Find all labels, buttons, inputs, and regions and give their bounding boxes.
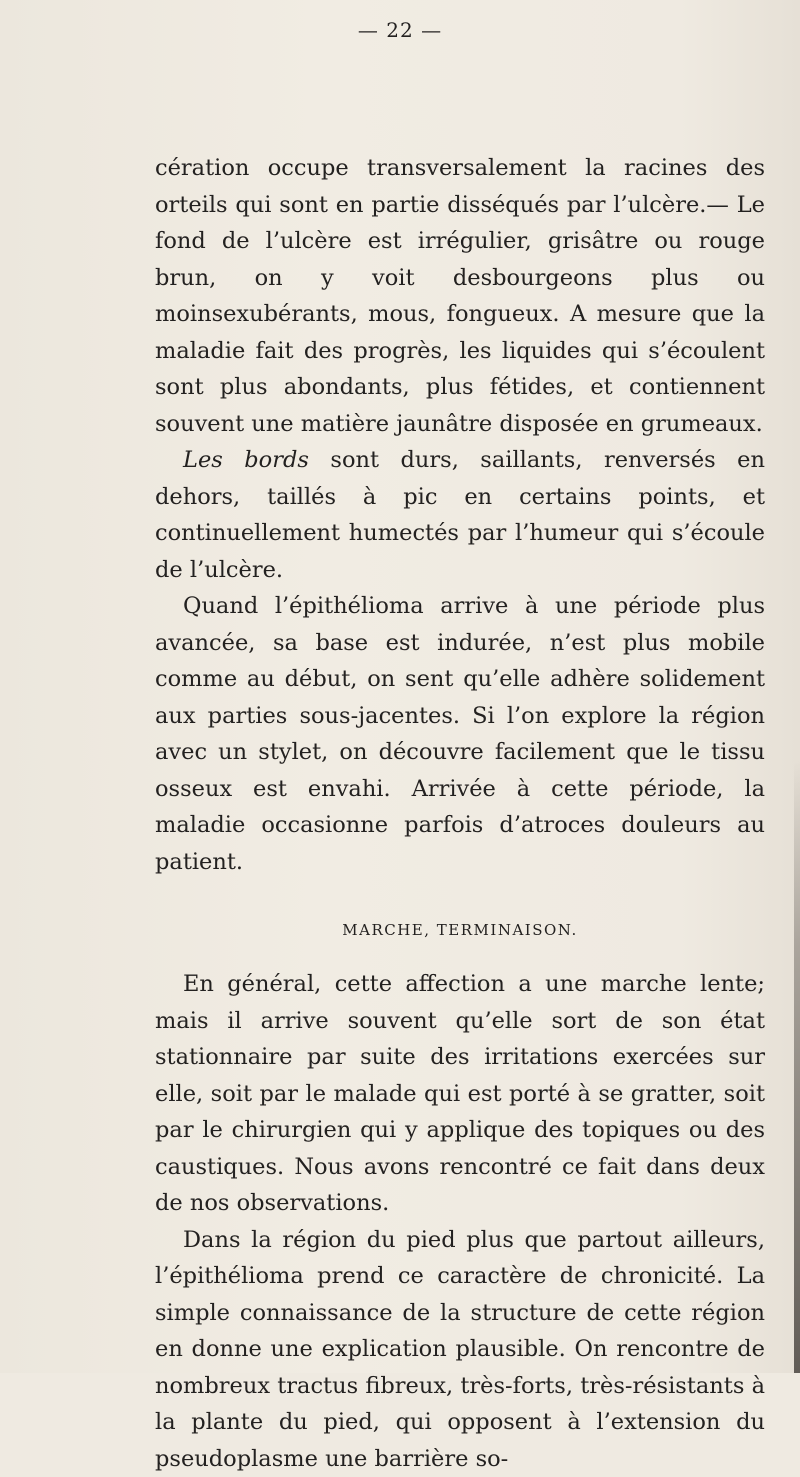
paragraph-chronicity: Dans la région du pied plus que partout ailleurs, l’épithélioma prend ce caractère de chronicité. La simple connaissance de la structure de cette région en donne une explication plausible. On rencontre de nombreux tractus fibreux, très-forts, très-résistants à la plante du pied, qui opposent à l’extension du pseudoplasme une barrière so- <box>155 1222 765 1477</box>
page-number: — 22 — <box>0 18 800 42</box>
page-edge-shadow <box>794 760 800 1373</box>
italic-term-les-bords: Les bords <box>183 447 309 473</box>
paragraph-borders-text: sont durs, saillants, renversés en dehors, taillés à pic en certains points, et continuellement humectés par l’humeur qui s’écoule de l’ulcère. <box>155 447 765 583</box>
section-heading: MARCHE, TERMINAISON. <box>155 920 765 940</box>
body-text <box>155 150 765 1477</box>
paragraph-borders <box>155 442 765 588</box>
paragraph-progression: En général, cette affection a une marche lente; mais il arrive souvent qu’elle sort de son état stationnaire par suite des irritations exercées sur elle, soit par le malade qui est porté à se gratter, soit par le chirurgien qui y applique des topiques ou des caustiques. Nous avons rencontré ce fait dans deux de nos observations. <box>155 966 765 1222</box>
paragraph-ulcer-description: cération occupe transversalement la racines des orteils qui sont en partie disséqués par l’ulcère.— Le fond de l’ulcère est irrégulier, grisâtre ou rouge brun, on y voit desbourgeons plus ou moinsexubérants, mous, fongueux. A mesure que la maladie fait des progrès, les liquides qui s’écoulent sont plus abondants, plus fétides, et contiennent souvent une matière jaunâtre disposée en grumeaux. <box>155 150 765 442</box>
paragraph-advanced-stage: Quand l’épithélioma arrive à une période plus avancée, sa base est indurée, n’est plus mobile comme au début, on sent qu’elle adhère solidement aux parties sous-jacentes. Si l’on explore la région avec un stylet, on découvre facilement que le tissu osseux est envahi. Arrivée à cette période, la maladie occasionne parfois d’atroces douleurs au patient. <box>155 588 765 880</box>
